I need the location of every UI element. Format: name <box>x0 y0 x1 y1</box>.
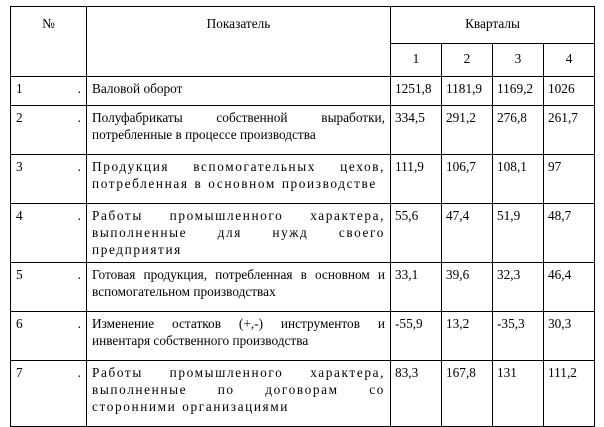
row-number-cell <box>11 361 87 427</box>
row-value-q3: 51,9 <box>493 204 544 263</box>
table-row <box>11 361 595 427</box>
row-number-cell <box>11 77 87 106</box>
row-number-cell <box>11 155 87 204</box>
row-indicator: Продукция вспомогательных цехов, потребленная в основном производстве <box>87 155 391 204</box>
header-quarters: Кварталы <box>391 7 595 44</box>
row-value-q4: 111,2 <box>544 361 595 427</box>
row-number-dot: . <box>77 110 81 125</box>
header-quarter-3: 3 <box>493 44 544 77</box>
row-value-q2: 291,2 <box>442 106 493 155</box>
row-value-q2: 47,4 <box>442 204 493 263</box>
row-value-q3: -35,3 <box>493 312 544 361</box>
row-value-q1: 111,9 <box>391 155 442 204</box>
row-number: 2 <box>16 110 23 125</box>
row-number-dot: . <box>77 208 81 223</box>
table-row <box>11 263 595 312</box>
row-value-q1: 55,6 <box>391 204 442 263</box>
table-row <box>11 77 595 106</box>
row-value-q2: 13,2 <box>442 312 493 361</box>
row-indicator: Изменение остатков (+,-) инструментов и инвентаря собственного производства <box>87 312 391 361</box>
row-value-q4: 97 <box>544 155 595 204</box>
header-number: № <box>11 7 87 77</box>
table-row <box>11 155 595 204</box>
row-value-q3: 131 <box>493 361 544 427</box>
indicators-table <box>10 6 595 427</box>
header-row <box>11 7 595 44</box>
header-quarter-2: 2 <box>442 44 493 77</box>
row-number: 5 <box>16 267 23 282</box>
row-number: 7 <box>16 365 23 380</box>
row-value-q3: 1169,2 <box>493 77 544 106</box>
header-quarter-1: 1 <box>391 44 442 77</box>
row-value-q4: 30,3 <box>544 312 595 361</box>
row-number-cell <box>11 263 87 312</box>
row-number-dot: . <box>77 316 81 331</box>
row-number: 4 <box>16 208 23 223</box>
row-value-q3: 32,3 <box>493 263 544 312</box>
row-value-q2: 106,7 <box>442 155 493 204</box>
row-value-q4: 46,4 <box>544 263 595 312</box>
row-value-q2: 39,6 <box>442 263 493 312</box>
header-quarter-4: 4 <box>544 44 595 77</box>
row-number: 6 <box>16 316 23 331</box>
row-number-dot: . <box>77 365 81 380</box>
table-row <box>11 204 595 263</box>
row-value-q1: -55,9 <box>391 312 442 361</box>
row-value-q1: 1251,8 <box>391 77 442 106</box>
table-row <box>11 106 595 155</box>
row-value-q1: 83,3 <box>391 361 442 427</box>
row-number: 1 <box>16 81 23 96</box>
row-number-cell <box>11 204 87 263</box>
row-number: 3 <box>16 159 23 174</box>
row-value-q1: 33,1 <box>391 263 442 312</box>
row-number-dot: . <box>77 159 81 174</box>
row-indicator: Готовая продукция, потребленная в основном и вспомогательном производствах <box>87 263 391 312</box>
row-value-q4: 48,7 <box>544 204 595 263</box>
row-indicator: Полуфабрикаты собственной выработки, потребленные в процессе производства <box>87 106 391 155</box>
row-number-cell <box>11 312 87 361</box>
row-value-q2: 1181,9 <box>442 77 493 106</box>
row-indicator: Работы промышленного характера, выполненные для нужд своего предприятия <box>87 204 391 263</box>
table-row <box>11 312 595 361</box>
row-value-q3: 108,1 <box>493 155 544 204</box>
row-value-q4: 261,7 <box>544 106 595 155</box>
row-number-dot: . <box>77 267 81 282</box>
row-value-q2: 167,8 <box>442 361 493 427</box>
row-value-q1: 334,5 <box>391 106 442 155</box>
row-value-q4: 1026 <box>544 77 595 106</box>
row-number-dot: . <box>77 81 81 96</box>
row-indicator: Работы промышленного характера, выполненные по договорам со сторонними организациями <box>87 361 391 427</box>
header-indicator: Показатель <box>87 7 391 77</box>
row-indicator: Валовой оборот <box>87 77 391 106</box>
row-number-cell <box>11 106 87 155</box>
row-value-q3: 276,8 <box>493 106 544 155</box>
